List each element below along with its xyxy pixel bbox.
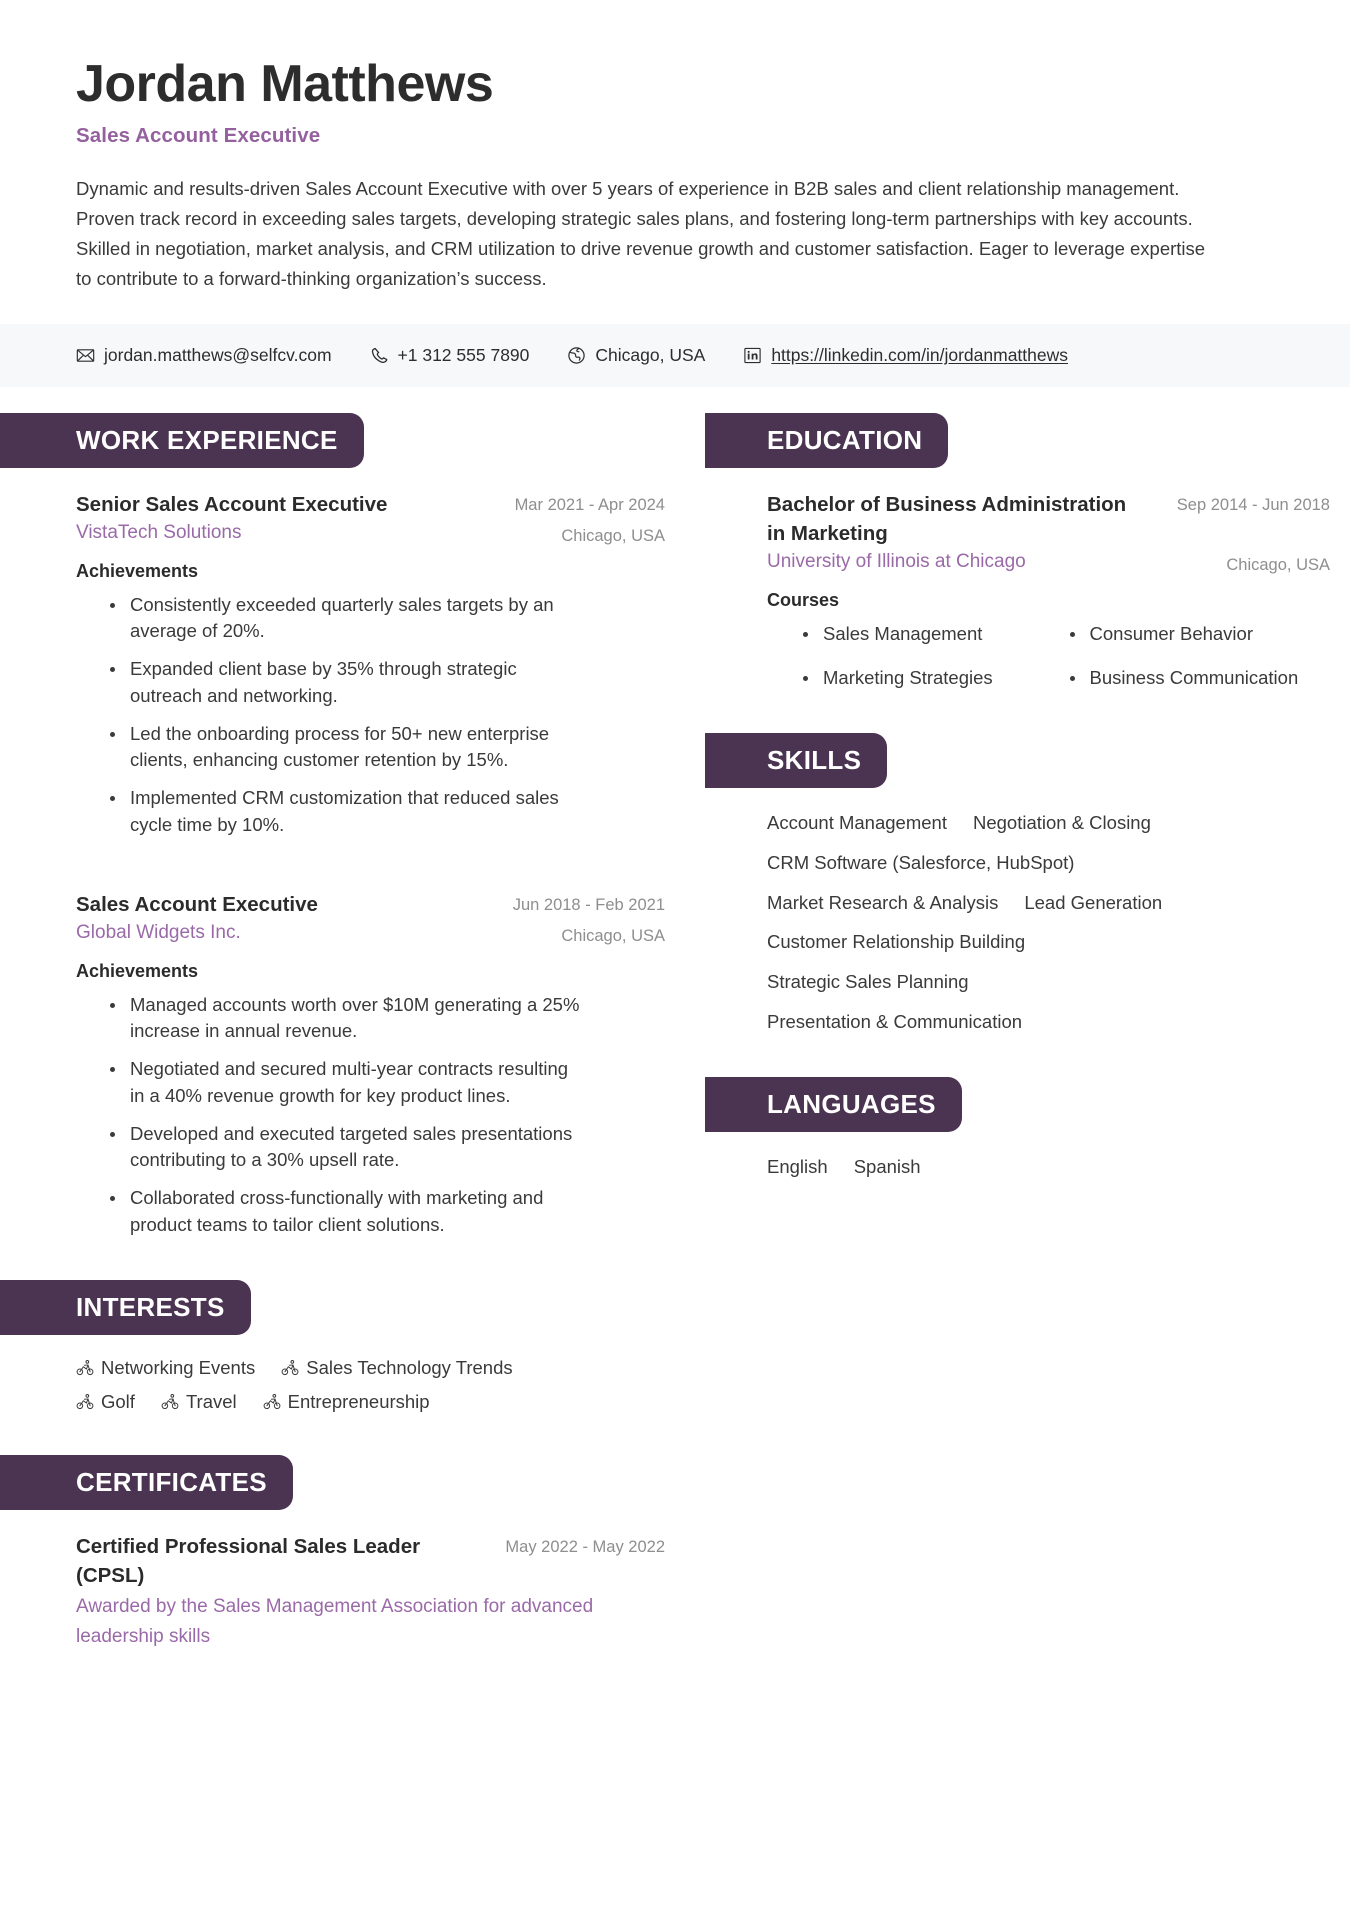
skill-item: CRM Software (Salesforce, HubSpot) (767, 851, 1075, 873)
education-entry-title: Bachelor of Business Administration in Marketing (767, 493, 1127, 546)
section-header-skills: SKILLS (705, 733, 887, 788)
education-entries (705, 490, 1350, 691)
list-item: Consistently exceeded quarterly sales targets by an average of 20%. (110, 592, 580, 645)
course-item: Sales Management (803, 621, 1064, 647)
contact-bar (0, 324, 1350, 387)
contact-email[interactable] (76, 345, 332, 366)
page-title: Jordan Matthews (76, 55, 494, 113)
interests-body (0, 1357, 705, 1413)
education-entry (767, 490, 1330, 691)
envelope-icon (76, 346, 95, 365)
interest-item (161, 1391, 237, 1413)
phone-icon (370, 346, 389, 365)
list-item: Managed accounts worth over $10M generating a 25% increase in annual revenue. (110, 992, 580, 1045)
work-entry-dates: Mar 2021 - Apr 2024 (514, 496, 665, 515)
courses-grid (767, 621, 1330, 691)
skill-item: Presentation & Communication (767, 1011, 1023, 1033)
interest-item (76, 1391, 135, 1413)
work-entry-organization: VistaTech Solutions (76, 522, 242, 544)
language-item: Spanish (853, 1156, 921, 1178)
contact-location[interactable] (567, 345, 705, 366)
skill-item: Lead Generation (1024, 891, 1163, 913)
work-entry (76, 490, 665, 838)
bicycle-icon (263, 1393, 281, 1411)
linkedin-icon (743, 346, 762, 365)
work-entry-location: Chicago, USA (561, 527, 665, 546)
section-header-certificates: CERTIFICATES (0, 1455, 293, 1510)
certificate-title: Certified Professional Sales Leader (CPSL) (76, 1535, 421, 1588)
left-column (0, 413, 705, 1657)
section-header-work-experience: WORK EXPERIENCE (0, 413, 364, 468)
right-column (705, 413, 1350, 1186)
interest-label: Golf (101, 1391, 135, 1412)
work-entry (76, 890, 665, 1238)
section-education (705, 413, 1350, 691)
education-entry-organization: University of Illinois at Chicago (767, 551, 1026, 573)
certificate-dates: May 2022 - May 2022 (505, 1538, 665, 1556)
skill-item: Strategic Sales Planning (767, 971, 969, 993)
skill-item: Negotiation & Closing (972, 811, 1151, 833)
bicycle-icon (281, 1359, 299, 1377)
skills-body (705, 810, 1350, 1035)
work-entry-organization: Global Widgets Inc. (76, 922, 241, 944)
section-header-interests: INTERESTS (0, 1280, 251, 1335)
interest-item (263, 1391, 430, 1413)
list-item: Collaborated cross-functionally with marketing and product teams to tailor client solutions. (110, 1185, 580, 1238)
skill-item: Customer Relationship Building (767, 931, 1026, 953)
contact-linkedin[interactable] (743, 345, 1068, 366)
contact-email-text: jordan.matthews@selfcv.com (104, 345, 332, 366)
course-item: Consumer Behavior (1070, 621, 1331, 647)
resume-header (0, 0, 1350, 324)
section-languages (705, 1077, 1350, 1180)
list-item: Led the onboarding process for 50+ new enterprise clients, enhancing customer retention by 15%. (110, 721, 580, 774)
bicycle-icon (76, 1393, 94, 1411)
interest-item (76, 1357, 255, 1379)
contact-location-text: Chicago, USA (595, 345, 706, 366)
contact-phone-text: +1 312 555 7890 (397, 345, 530, 366)
interests-list (76, 1357, 596, 1413)
interest-label: Networking Events (101, 1357, 256, 1378)
resume-body (0, 387, 1350, 1657)
section-header-languages: LANGUAGES (705, 1077, 962, 1132)
section-work-experience (0, 413, 705, 1238)
list-item: Expanded client base by 35% through strategic outreach and networking. (110, 656, 580, 709)
bicycle-icon (76, 1359, 94, 1377)
work-entry-title: Senior Sales Account Executive (76, 493, 388, 517)
work-entry-location: Chicago, USA (561, 927, 665, 946)
contact-phone[interactable] (370, 345, 530, 366)
certificate-entry (76, 1532, 665, 1651)
education-entry-location: Chicago, USA (1226, 556, 1330, 575)
languages-list (767, 1154, 1237, 1180)
work-entry-bullets (76, 992, 665, 1238)
contact-linkedin-text[interactable]: https://linkedin.com/in/jordanmatthews (771, 345, 1068, 366)
work-entry-bullets (76, 592, 665, 838)
skill-item: Account Management (767, 811, 947, 833)
work-entry-dates: Jun 2018 - Feb 2021 (512, 896, 665, 915)
list-item: Negotiated and secured multi-year contracts resulting in a 40% revenue growth for key product lines. (110, 1056, 580, 1109)
section-skills (705, 733, 1350, 1035)
education-entry-dates: Sep 2014 - Jun 2018 (1176, 496, 1330, 515)
section-certificates (0, 1455, 705, 1651)
language-item: English (767, 1156, 828, 1178)
certificates-body (0, 1532, 705, 1651)
interest-label: Travel (185, 1391, 237, 1412)
work-entry-subheading: Achievements (76, 960, 199, 981)
job-title-subtitle: Sales Account Executive (76, 124, 321, 148)
professional-summary: Dynamic and results-driven Sales Account Executive with over 5 years of experience in B2B sales and client relationship management. Proven track record in exceeding sales targets, developing strategic sales plans, and fostering long-term partnerships with key accounts. Skilled in negotiation, market analysis, and CRM utilization to drive revenue growth and customer satisfaction. Eager to leverage expertise to contribute to a forward-thinking organization’s success. (76, 178, 1206, 290)
interest-label: Entrepreneurship (287, 1391, 430, 1412)
skills-list (767, 810, 1237, 1035)
interest-label: Sales Technology Trends (306, 1357, 513, 1378)
work-experience-entries (0, 490, 705, 1238)
course-item: Marketing Strategies (803, 665, 1064, 691)
certificate-description: Awarded by the Sales Management Association for advanced leadership skills (76, 1596, 594, 1647)
section-interests (0, 1280, 705, 1413)
bicycle-icon (161, 1393, 179, 1411)
list-item: Implemented CRM customization that reduced sales cycle time by 10%. (110, 785, 580, 838)
course-item: Business Communication (1070, 665, 1331, 691)
skill-item: Market Research & Analysis (767, 891, 999, 913)
work-entry-title: Sales Account Executive (76, 893, 318, 917)
list-item: Developed and executed targeted sales presentations contributing to a 30% upsell rate. (110, 1121, 580, 1174)
work-entry-subheading: Achievements (76, 560, 199, 581)
globe-icon (567, 346, 586, 365)
education-entry-subheading: Courses (767, 590, 840, 610)
interest-item (281, 1357, 512, 1379)
languages-body (705, 1154, 1350, 1180)
section-header-education: EDUCATION (705, 413, 948, 468)
